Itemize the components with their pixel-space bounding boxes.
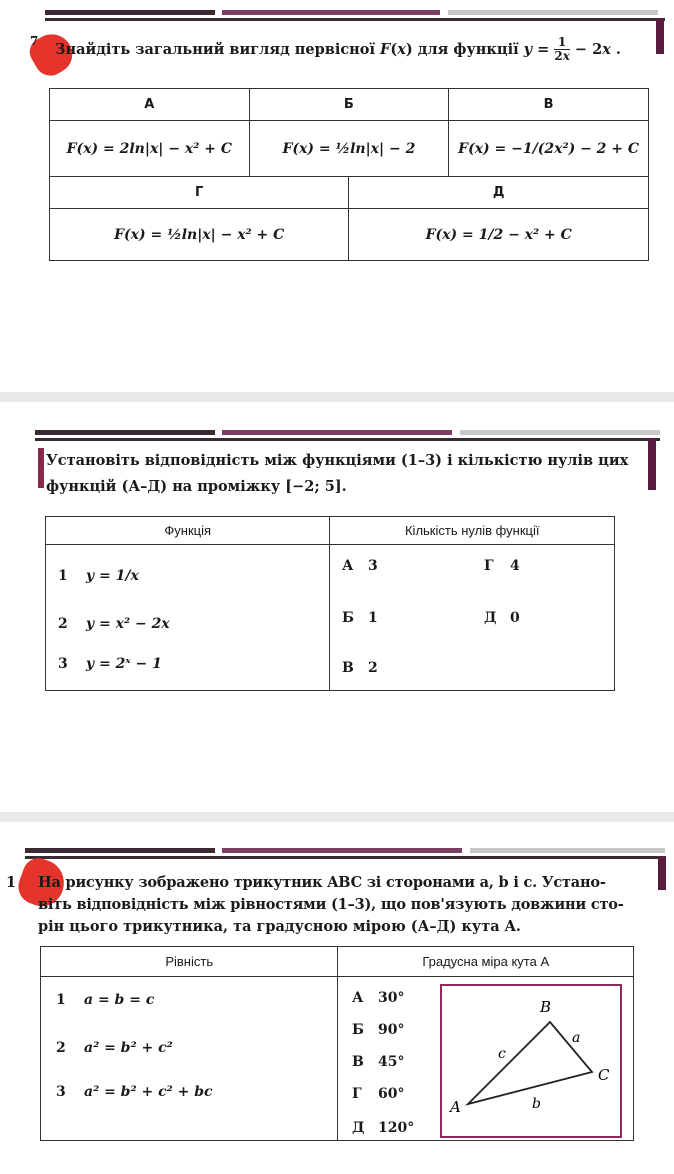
function-formula-3: y = 2ˣ − 1: [86, 656, 162, 672]
triangle-figure: [442, 986, 620, 1136]
option-header-d: Г: [50, 177, 349, 209]
equality-row-2: [56, 1040, 173, 1056]
task-3-question-line-1: На рисунку зображено трикутник ABC зі сторонами a, b і c. Устано-: [38, 874, 606, 891]
header-bar-dark: [45, 10, 215, 15]
equality-formula-1: a = b = c: [84, 992, 155, 1008]
zeros-header: Кількість нулів функції: [330, 517, 615, 545]
header-line: [25, 856, 665, 859]
angle-answer-d: Г 60°: [352, 1086, 405, 1102]
left-edge-mark: [38, 448, 44, 488]
vertex-label-c: C: [598, 1066, 610, 1084]
option-d: F(x) = ½ln|x| − x² + C: [50, 209, 349, 261]
side-label-b: b: [532, 1096, 541, 1112]
task-1-question: Знайдіть загальний вигляд первісної F(x) для функції y = 1 2x − 2x .: [55, 35, 621, 63]
option-a: F(x) = 2ln|x| − x² + C: [50, 121, 250, 177]
header-line: [35, 438, 660, 441]
option-c: F(x) = −1/(2x²) − 2 + C: [449, 121, 649, 177]
task-3-question-line-3: рін цього трикутника, та градусною мірою (А–Д) кута A.: [38, 918, 521, 935]
header-bar-mid: [222, 10, 440, 15]
header-line: [45, 18, 665, 21]
task-1-section: [0, 0, 674, 280]
task-2-question-line-2: функцій (А–Д) на проміжку [−2; 5].: [46, 478, 347, 495]
header-bar-dark: [25, 848, 215, 853]
equality-row-3: [56, 1084, 213, 1100]
angle-answer-a: А 30°: [352, 990, 405, 1006]
vertex-label-b: B: [540, 998, 552, 1016]
function-num-1: 1: [58, 568, 68, 584]
header-bar-dark: [35, 430, 215, 435]
zeros-answer-b: Б 1: [342, 610, 378, 626]
task-3-number: 1: [6, 874, 17, 891]
zeros-answer-a: А 3: [342, 558, 378, 574]
functions-header: Функція: [46, 517, 330, 545]
option-header-e: Д: [349, 177, 649, 209]
header-side-bar: [656, 18, 664, 54]
task-3-section: [0, 838, 674, 1174]
triangle-figure-box: [440, 984, 622, 1138]
header-bar-light: [470, 848, 665, 853]
function-num-3: 3: [58, 656, 68, 672]
function-formula-1: y = 1/x: [86, 568, 139, 584]
equality-num-2: 2: [56, 1040, 66, 1056]
side-label-a: a: [572, 1030, 581, 1046]
task-2-question-line-1: Установіть відповідність між функціями (1–3) і кількістю нулів цих: [46, 452, 629, 469]
side-label-c: c: [498, 1046, 506, 1062]
equality-formula-3: a² = b² + c² + bc: [84, 1084, 213, 1100]
zeros-answer-e: Д 0: [484, 610, 520, 626]
function-formula-2: y = x² − 2x: [86, 616, 170, 632]
equality-formula-2: a² = b² + c²: [84, 1040, 173, 1056]
header-bar-light: [460, 430, 660, 435]
function-row-3: [58, 656, 162, 672]
header-bar-mid: [222, 430, 452, 435]
vertex-label-a: A: [450, 1098, 461, 1116]
task-1-options-table: [49, 88, 649, 261]
function-row-1: [58, 568, 139, 584]
page-divider-1: [0, 392, 674, 402]
angle-answer-b: Б 90°: [352, 1022, 405, 1038]
angle-answer-e: Д 120°: [352, 1120, 415, 1136]
equality-row-1: [56, 992, 154, 1008]
header-bar-light: [448, 10, 658, 15]
equalities-header: Рівність: [41, 947, 338, 977]
function-num-2: 2: [58, 616, 68, 632]
function-row-2: [58, 616, 170, 632]
task-3-question-line-2: віть відповідність між рівностями (1–3), що пов'язують довжини сто-: [38, 896, 624, 913]
option-header-a: А: [50, 89, 250, 121]
header-side-bar: [648, 438, 656, 490]
equality-num-3: 3: [56, 1084, 66, 1100]
task-1-number: 7: [30, 34, 39, 48]
option-header-b: Б: [249, 89, 449, 121]
option-e: F(x) = 1/2 − x² + C: [349, 209, 649, 261]
zeros-answer-c: В 2: [342, 660, 378, 676]
option-b: F(x) = ½ln|x| − 2: [249, 121, 449, 177]
angle-answer-c: В 45°: [352, 1054, 405, 1070]
zeros-answer-d: Г 4: [484, 558, 520, 574]
angles-header: Градусна міра кута A: [338, 947, 634, 977]
page-divider-2: [0, 812, 674, 822]
header-bar-mid: [222, 848, 462, 853]
option-header-c: В: [449, 89, 649, 121]
equality-num-1: 1: [56, 992, 66, 1008]
task-2-section: [0, 420, 674, 710]
